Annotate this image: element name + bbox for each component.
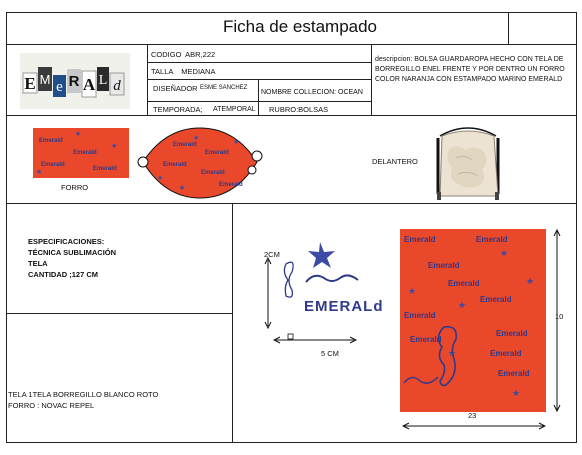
pattern-word: Emerald [73, 150, 97, 156]
header-empty-box [509, 13, 576, 44]
wave-icon [402, 369, 442, 389]
codigo-field: CODIGO ABR,222 [151, 50, 216, 59]
svg-text:d: d [113, 78, 121, 94]
svg-text:★: ★ [179, 185, 186, 192]
disenador-label: DISEÑADOR [153, 84, 198, 93]
temporada-label: TEMPORADA; [153, 105, 203, 114]
pattern-word: Emerald [476, 235, 508, 244]
motif-width-label: 5 CM [321, 349, 339, 358]
pattern-word: Emerald [490, 349, 522, 358]
specs-tecnica: TÉCNICA SUBLIMACIÓN [28, 248, 117, 257]
delantero-label: DELANTERO [372, 157, 418, 166]
svg-text:Emerald: Emerald [205, 150, 229, 156]
svg-text:R: R [68, 73, 80, 90]
starfish-icon: ★ [111, 143, 118, 150]
svg-text:E: E [24, 74, 36, 93]
pattern-height-label: 10 [555, 312, 564, 321]
brand-logo [20, 53, 130, 109]
motif-brand-text: EMERALd [304, 298, 384, 315]
page-title: Ficha de estampado [222, 17, 378, 36]
svg-text:★: ★ [233, 139, 240, 146]
materials-tela: TELA 1TELA BORREGILLO BLANCO ROTO [8, 390, 159, 399]
svg-text:Emerald: Emerald [173, 142, 197, 148]
pattern-word: Emerald [498, 369, 530, 378]
pattern-word: Emerald [93, 166, 117, 172]
talla-field: TALLA MEDIANA [151, 67, 216, 76]
starfish-icon: ★ [500, 248, 509, 258]
specs-heading: ESPECIFICACIONES: [28, 237, 105, 246]
bag-front-view [428, 118, 508, 202]
materials-forro: FORRO : NOVAC REPEL [8, 401, 95, 410]
svg-text:★: ★ [193, 135, 200, 142]
pattern-word: Emerald [41, 162, 65, 168]
rubro-field: RUBRO:BOLSAS [269, 105, 329, 114]
motif-height-label: 2CM [264, 250, 280, 259]
svg-text:Emerald: Emerald [219, 182, 243, 188]
specs-cantidad: CANTIDAD ;127 CM [28, 270, 99, 279]
svg-text:★: ★ [157, 175, 164, 182]
starfish-icon: ★ [526, 276, 535, 286]
starfish-icon: ★ [36, 169, 43, 176]
pattern-panel [400, 229, 546, 412]
coleccion-field: NOMBRE COLLECION: OCEAN [261, 89, 363, 96]
svg-text:A: A [82, 75, 96, 94]
forro-swatch [33, 128, 129, 178]
starfish-icon: ★ [448, 348, 457, 358]
starfish-icon: ★ [512, 388, 521, 398]
bag-open-view [135, 124, 265, 202]
pattern-word: Emerald [448, 279, 480, 288]
pattern-word: Emerald [480, 295, 512, 304]
specs-tela: TELA [28, 259, 48, 268]
pattern-word: Emerald [428, 261, 460, 270]
pattern-word: Emerald [410, 335, 442, 344]
svg-text:L: L [98, 73, 108, 88]
svg-text:e: e [56, 79, 63, 95]
svg-text:Emerald: Emerald [201, 170, 225, 176]
descripcion-text: descripcion: BOLSA GUARDAROPA HECHO CON TELA DE BORREGILLO ENEL FRENTE Y POR DENTRO UN FORRO COLOR NARANJA CON ESTAMPADO MARINO EMERALD [375, 56, 565, 83]
disenador-value: ESME SANCHEZ [200, 85, 248, 91]
pattern-width-label: 23 [468, 411, 477, 420]
starfish-icon: ★ [408, 286, 417, 296]
pattern-word: Emerald [496, 329, 528, 338]
starfish-icon: ★ [75, 131, 82, 138]
svg-text:Emerald: Emerald [163, 162, 187, 168]
pattern-word: Emerald [39, 138, 63, 144]
pattern-word: Emerald [404, 235, 436, 244]
svg-text:M: M [39, 72, 51, 87]
pattern-word: Emerald [404, 311, 436, 320]
forro-label: FORRO [61, 183, 89, 192]
temporada-value: ATEMPORAL [213, 106, 256, 113]
pattern-width-arrow [402, 421, 546, 431]
starfish-icon: ★ [458, 300, 467, 310]
